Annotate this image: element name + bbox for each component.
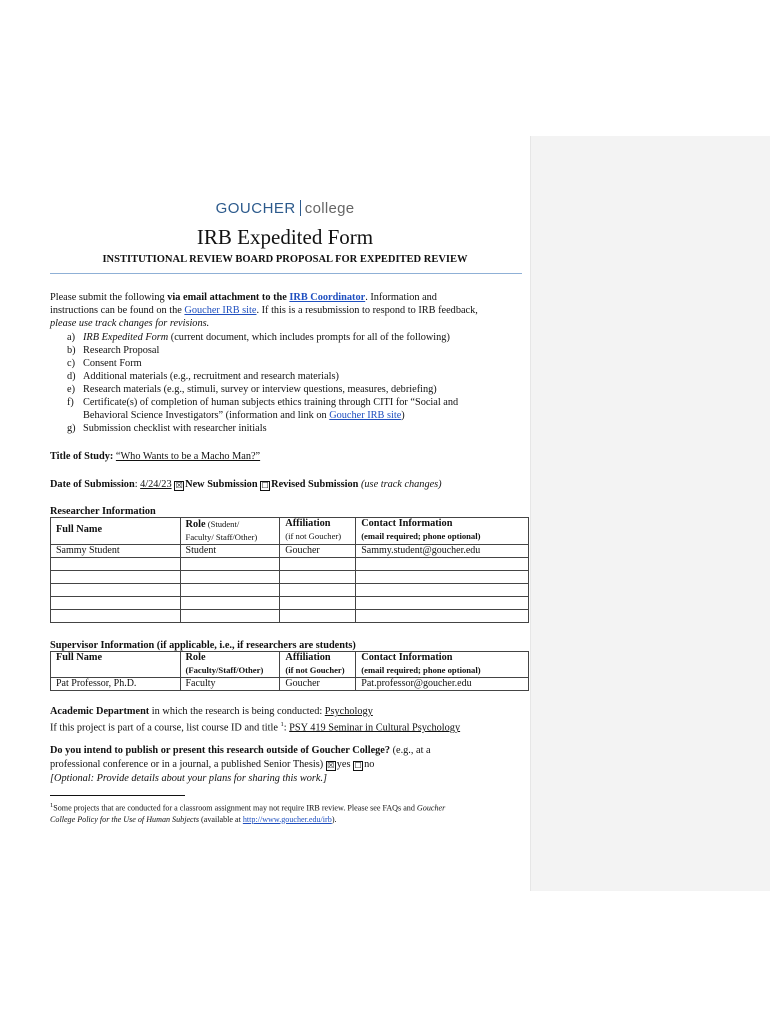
intro-text-3: instructions can be found on the — [50, 305, 185, 316]
list-text: Behavioral Science Investigators” (information and link on — [83, 410, 330, 421]
course-value: PSY 419 Seminar in Cultural Psychology — [289, 722, 461, 734]
publish-line-2-text: professional conference or in a journal, a published Senior Thesis) — [50, 759, 326, 770]
course-line — [50, 718, 460, 735]
footnote-rule — [50, 795, 185, 796]
table-row — [51, 571, 529, 584]
cell-role[interactable]: Student — [180, 545, 280, 558]
cell-full-name[interactable] — [51, 558, 181, 571]
footnote-line-1 — [50, 800, 445, 814]
list-marker: b) — [67, 345, 76, 356]
cell-full-name[interactable] — [51, 610, 181, 623]
sup-col-role — [180, 652, 280, 678]
list-text-rest: (current document, which includes prompts for all of the following) — [168, 332, 450, 343]
footnote-text-1-italic: Goucher — [416, 803, 446, 813]
col-contact-sub: (email required; phone optional) — [361, 531, 481, 541]
cell-affiliation[interactable]: Goucher — [280, 545, 356, 558]
list-item — [67, 370, 339, 383]
supervisor-heading: Supervisor Information (if applicable, i.e., if researchers are students) — [50, 640, 356, 651]
publish-optional-note: [Optional: Provide details about your plans for sharing this work.] — [50, 773, 328, 784]
list-text: Consent Form — [83, 358, 142, 369]
publish-question-note: (e.g., at a — [390, 745, 431, 756]
cell-affiliation[interactable] — [280, 610, 356, 623]
intro-text-4: . If this is a resubmission to respond to IRB feedback, — [256, 305, 478, 316]
cell-role[interactable] — [180, 584, 280, 597]
table-row — [51, 584, 529, 597]
col-role-label: Role — [185, 519, 206, 530]
list-item — [67, 409, 405, 422]
cell-role[interactable] — [180, 558, 280, 571]
supervisor-table — [50, 651, 529, 691]
cell-role[interactable]: Faculty — [180, 678, 280, 691]
cell-role[interactable] — [180, 610, 280, 623]
cell-full-name[interactable] — [51, 571, 181, 584]
department-value: Psychology — [324, 706, 373, 717]
list-text: Additional materials (e.g., recruitment and research materials) — [83, 371, 339, 382]
col-affiliation-label: Affiliation — [285, 518, 331, 529]
list-marker: g) — [67, 423, 76, 434]
sup-col-role-sub: (Faculty/Staff/Other) — [185, 665, 264, 675]
goucher-irb-site-link[interactable]: Goucher IRB site — [329, 410, 402, 421]
publish-no-checkbox[interactable]: ☐ — [354, 761, 362, 770]
study-title-value: “Who Wants to be a Macho Man?” — [115, 451, 261, 462]
form-title: IRB Expedited Form — [196, 225, 374, 249]
new-submission-label: New Submission — [185, 479, 258, 490]
sup-col-affiliation-label: Affiliation — [285, 652, 331, 663]
intro-line-2 — [50, 304, 478, 317]
publish-no-label: no — [364, 759, 375, 770]
col-contact-label: Contact Information — [361, 518, 453, 529]
colon: : — [134, 479, 141, 490]
footnote-text-2: (available at — [199, 814, 243, 824]
submission-date-label: Date of Submission — [50, 479, 135, 490]
list-text: IRB Expedited Form — [83, 332, 169, 343]
cell-full-name[interactable] — [51, 584, 181, 597]
title-rule — [50, 273, 522, 274]
table-row — [51, 558, 529, 571]
col-role-sub: (Student/ — [205, 519, 240, 529]
list-text: Research Proposal — [83, 345, 160, 356]
cell-affiliation[interactable] — [280, 558, 356, 571]
course-text: If this project is part of a course, list course ID and title — [50, 722, 281, 734]
sup-col-affiliation-sub: (if not Goucher) — [285, 665, 345, 675]
cell-affiliation[interactable] — [280, 571, 356, 584]
list-text: Research materials (e.g., stimuli, survey or interview questions, measures, debriefing) — [83, 384, 437, 395]
intro-line-1 — [50, 291, 437, 304]
intro-bold: via email attachment to the — [167, 292, 290, 303]
cell-contact[interactable]: Sammy.student@goucher.edu — [356, 545, 529, 558]
sup-col-contact-sub: (email required; phone optional) — [361, 665, 481, 675]
footnote-irb-link[interactable]: http://www.goucher.edu/irb — [242, 814, 332, 824]
researcher-table — [50, 517, 529, 623]
logo-college: college — [304, 200, 355, 217]
sup-col-contact — [356, 652, 529, 678]
list-marker: d) — [67, 371, 76, 382]
list-item — [67, 383, 437, 396]
revised-note: (use track changes) — [358, 479, 442, 490]
department-line — [50, 705, 373, 718]
list-text: Certificate(s) of completion of human subjects ethics training through CITI for “Social and — [83, 397, 459, 408]
footnote-line-2 — [50, 814, 445, 825]
cell-role[interactable] — [180, 571, 280, 584]
col-contact — [356, 518, 529, 545]
cell-contact[interactable] — [356, 584, 529, 597]
cell-contact[interactable] — [356, 597, 529, 610]
footnote — [50, 800, 445, 825]
cell-role[interactable] — [180, 597, 280, 610]
researcher-heading: Researcher Information — [50, 506, 156, 517]
publish-question: Do you intend to publish or present this research outside of Goucher College? — [50, 745, 391, 756]
intro-line-3: please use track changes for revisions. — [50, 318, 210, 329]
study-title-line — [50, 450, 260, 463]
table-row — [51, 597, 529, 610]
list-item — [67, 422, 267, 435]
list-marker: e) — [67, 384, 75, 395]
cell-full-name[interactable] — [51, 597, 181, 610]
table-row — [51, 678, 529, 691]
footnote-text-1: Some projects that are conducted for a classroom assignment may not require IRB review. Please see FAQs and — [53, 803, 417, 813]
list-marker: c) — [67, 358, 75, 369]
publish-line-1 — [50, 744, 431, 757]
new-submission-checkbox[interactable]: ☒ — [175, 481, 183, 490]
list-marker: f) — [67, 397, 74, 408]
goucher-irb-site-link[interactable]: Goucher IRB site — [184, 305, 257, 316]
study-title-label: Title of Study: — [50, 451, 116, 462]
list-marker: a) — [67, 332, 75, 343]
publish-yes-label: yes — [336, 759, 354, 770]
submission-line — [50, 478, 442, 491]
cell-full-name[interactable]: Pat Professor, Ph.D. — [51, 678, 181, 691]
footnote-policy-title: College Policy for the Use of Human Subjects — [50, 814, 200, 824]
cell-contact[interactable] — [356, 558, 529, 571]
intro-text: Please submit the following — [50, 292, 168, 303]
col-affiliation — [280, 518, 356, 545]
cell-affiliation[interactable] — [280, 597, 356, 610]
publish-yes-checkbox[interactable]: ☒ — [327, 761, 335, 770]
sup-col-full-name — [51, 652, 181, 678]
cell-affiliation[interactable]: Goucher — [280, 678, 356, 691]
col-full-name — [51, 518, 181, 545]
list-item — [67, 331, 450, 344]
cell-contact[interactable]: Pat.professor@goucher.edu — [356, 678, 529, 691]
cell-full-name[interactable]: Sammy Student — [51, 545, 181, 558]
col-role-sub-2: Faculty/ Staff/Other) — [185, 532, 258, 542]
goucher-college-logo — [0, 200, 570, 217]
list-text-after: ) — [401, 410, 405, 421]
sup-col-full-name-label: Full Name — [56, 652, 103, 663]
sup-col-affiliation — [280, 652, 356, 678]
form-subtitle: INSTITUTIONAL REVIEW BOARD PROPOSAL FOR EXPEDITED REVIEW — [102, 254, 468, 265]
submission-date-value: 4/24/23 — [140, 479, 172, 490]
cell-contact[interactable] — [356, 571, 529, 584]
department-label: Academic Department — [50, 706, 150, 717]
comment-pane — [530, 136, 770, 891]
col-role — [180, 518, 280, 545]
course-colon: : — [283, 722, 290, 734]
cell-contact[interactable] — [356, 610, 529, 623]
sup-col-role-label: Role — [185, 652, 206, 663]
col-full-name-label: Full Name — [56, 524, 103, 535]
footnote-ref: 1 — [280, 721, 284, 728]
table-row — [51, 545, 529, 558]
list-item — [67, 344, 159, 357]
logo-goucher: GOUCHER — [215, 200, 296, 217]
revised-submission-label: Revised Submission — [271, 479, 359, 490]
intro-text-2: . Information and — [365, 292, 437, 303]
irb-coordinator-link[interactable]: IRB Coordinator — [289, 292, 366, 303]
revised-submission-checkbox[interactable]: ☐ — [261, 481, 269, 490]
list-text: Submission checklist with researcher initials — [83, 423, 267, 434]
sup-col-contact-label: Contact Information — [361, 652, 453, 663]
logo-separator — [300, 200, 301, 216]
table-row — [51, 610, 529, 623]
footnote-number: 1 — [50, 802, 54, 809]
footnote-text-3: ). — [331, 814, 337, 824]
list-item — [67, 357, 142, 370]
department-text: in which the research is being conducted: — [149, 706, 325, 717]
list-item — [67, 396, 458, 409]
publish-line-2 — [50, 758, 374, 771]
cell-affiliation[interactable] — [280, 584, 356, 597]
col-affiliation-sub: (if not Goucher) — [285, 531, 342, 541]
